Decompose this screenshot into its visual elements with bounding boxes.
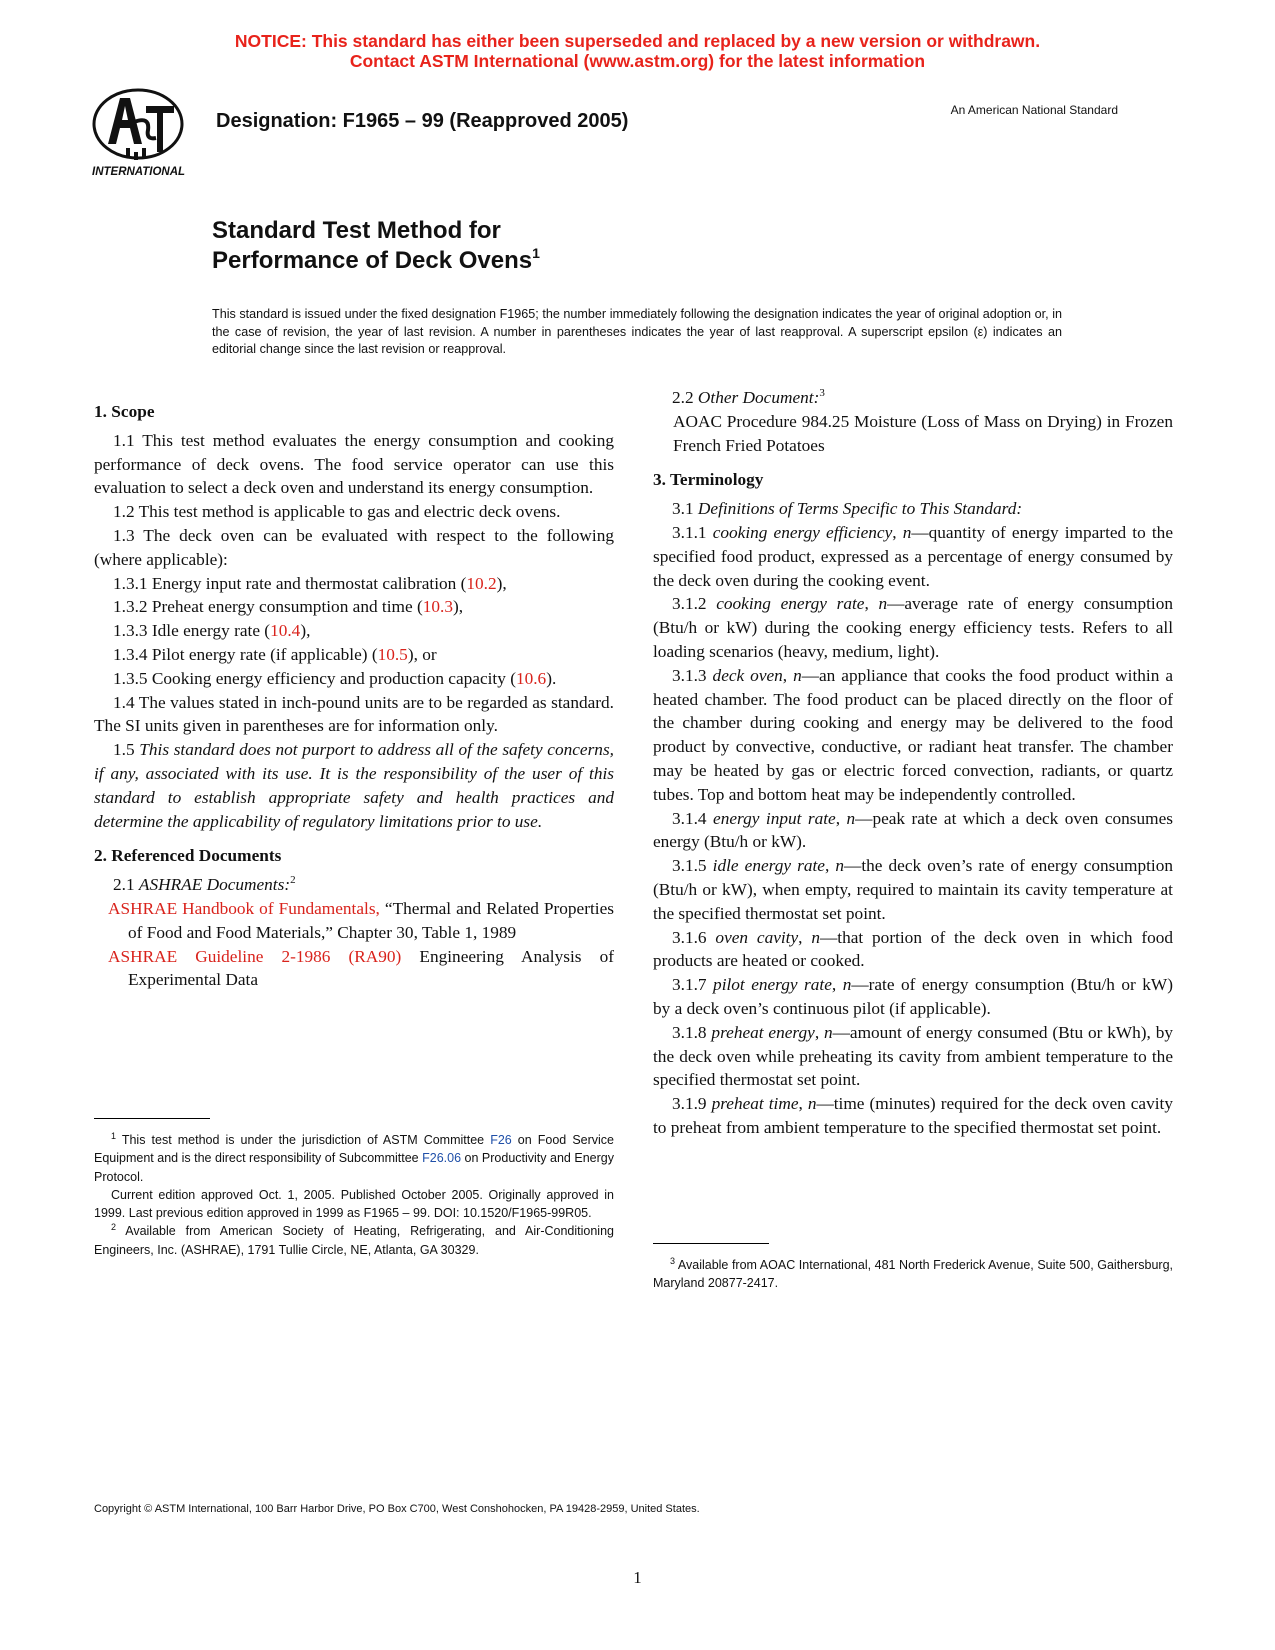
document-title xyxy=(212,216,540,276)
terminology-heading: 3. Terminology xyxy=(653,470,764,490)
issued-note: This standard is issued under the fixed designation F1965; the number immediately following the designation indicates the year of original adoption or, in the case of revision, the year of last revision. A number in parentheses indicates the year of last reapproval. A superscript epsilon (ε) indicates an editorial change since the last revision or reapproval. xyxy=(212,307,1062,356)
right-column xyxy=(653,387,1174,1140)
left-column xyxy=(94,400,614,992)
link-10-2[interactable]: 10.2 xyxy=(466,573,497,593)
definition-item: 3.1.9 preheat time, n—time (minutes) required for the deck oven cavity to preheat from ambient temperature to the specified thermostat set point. xyxy=(653,1094,1173,1137)
definition-term: preheat energy xyxy=(711,1022,815,1042)
para-1-1: 1.1 This test method evaluates the energy consumption and cooking performance of deck ovens. The food service operator can use this evaluation to select a deck oven and understand its energy consumption. xyxy=(94,430,614,498)
scope-heading: 1. Scope xyxy=(94,402,155,421)
page-number: 1 xyxy=(633,1568,642,1587)
para-1-5: 1.5 This standard does not purport to address all of the safety concerns, if any, associated with its use. It is the responsibility of the user of this standard to establish appropriate safety and health practices and determine the applicability of regulatory limitations prior to use. xyxy=(94,740,614,831)
link-f26-06[interactable]: F26.06 xyxy=(422,1151,462,1166)
link-ashrae-handbook[interactable]: ASHRAE Handbook of Fundamentals, xyxy=(108,898,380,918)
national-standard-label: An American National Standard xyxy=(950,103,1118,117)
definition-item: 3.1.3 deck oven, n—an appliance that cooks the food product within a heated chamber. The food product can be placed directly on the floor of the chamber during cooking and energy may be delivered to the food product by convective, conductive, or radiant heat transfer. The chamber may be heated by gas or electric forced convection, radiants, or quartz tubes. Top and bottom heat may be independently controlled. xyxy=(653,665,1173,804)
link-10-5[interactable]: 10.5 xyxy=(377,644,408,664)
link-10-4[interactable]: 10.4 xyxy=(270,621,301,641)
definition-term: idle energy rate xyxy=(712,856,825,876)
reference-ashrae-guideline: ASHRAE Guideline 2-1986 (RA90) Engineering Analysis of Experimental Data xyxy=(108,946,614,990)
para-1-3-4: 1.3.4 Pilot energy rate (if applicable) (10.5), or xyxy=(113,644,437,664)
title-line-2 xyxy=(212,246,540,276)
definition-term: energy input rate xyxy=(713,808,836,828)
para-3-1: 3.1 Definitions of Terms Specific to This Standard: xyxy=(672,499,1023,519)
definition-term: oven cavity xyxy=(715,927,799,947)
withdrawal-notice xyxy=(0,31,1275,71)
reference-ashrae-handbook: ASHRAE Handbook of Fundamentals, “Thermal and Related Properties of Food and Food Materials,” Chapter 30, Table 1, 1989 xyxy=(108,898,614,942)
link-10-6[interactable]: 10.6 xyxy=(515,668,547,688)
definition-term: cooking energy efficiency xyxy=(712,522,893,542)
link-ashrae-guideline[interactable]: ASHRAE Guideline 2-1986 (RA90) xyxy=(108,946,402,966)
para-1-3-1: 1.3.1 Energy input rate and thermostat calibration (10.2), xyxy=(113,573,507,593)
footnote-rule-right xyxy=(653,1243,769,1244)
definition-item: 3.1.1 cooking energy efficiency, n—quantity of energy imparted to the specified food product, expressed as a percentage of energy consumed by the deck oven during the cooking event. xyxy=(653,522,1173,590)
definitions-list xyxy=(653,521,1173,1140)
para-1-2: 1.2 This test method is applicable to gas and electric deck ovens. xyxy=(113,502,561,522)
title-text: Performance of Deck Ovens xyxy=(212,247,533,274)
para-1-3: 1.3 The deck oven can be evaluated with respect to the following (where applicable): xyxy=(94,525,614,569)
title-line-1: Standard Test Method for xyxy=(212,217,501,244)
definition-term: cooking energy rate xyxy=(716,594,865,614)
definition-item: 3.1.2 cooking energy rate, n—average rate of energy consumption (Btu/h or kW) during the cooking energy efficiency tests. Refers to all loading scenarios (heavy, medium, light). xyxy=(653,594,1174,661)
title-footnote-mark: 1 xyxy=(532,245,540,261)
astm-emblem-icon xyxy=(90,86,198,182)
reference-aoac: AOAC Procedure 984.25 Moisture (Loss of Mass on Drying) in Frozen French Fried Potatoes xyxy=(673,411,1173,455)
link-f26[interactable]: F26 xyxy=(490,1133,512,1147)
definition-item: 3.1.6 oven cavity, n—that portion of the deck oven in which food products are heated or cooked. xyxy=(653,927,1174,971)
footnotes-right xyxy=(653,1256,1173,1293)
footnote-rule-left xyxy=(94,1118,210,1119)
definition-term: deck oven xyxy=(712,665,783,685)
logo-wordmark: INTERNATIONAL xyxy=(92,166,186,178)
referenced-documents-heading: 2. Referenced Documents xyxy=(94,846,282,866)
notice-line-2: Contact ASTM International (www.astm.org) for the latest information xyxy=(349,51,926,71)
astm-logo xyxy=(90,86,198,182)
para-1-3-5: 1.3.5 Cooking energy efficiency and production capacity (10.6). xyxy=(113,668,557,688)
footnotes-left xyxy=(94,1131,614,1259)
copyright: Copyright © ASTM International, 100 Barr Harbor Drive, PO Box C700, West Conshohocken, PA 19428-2959, United States. xyxy=(94,1503,700,1515)
footnote-1-edition: Current edition approved Oct. 1, 2005. Published October 2005. Originally approved in 1999. Last previous edition approved in 1999 as F1965 – 99. DOI: 10.1520/F1965-99R05. xyxy=(94,1187,614,1221)
para-1-4: 1.4 The values stated in inch-pound units are to be regarded as standard. The SI units given in parentheses are for information only. xyxy=(94,692,614,736)
footnote-3: $^3$ Available from AOAC International, 481 North Frederick Avenue, Suite 500, Gaithersburg, Maryland 20877-2417. xyxy=(653,1256,1173,1291)
definition-item: 3.1.7 pilot energy rate, n—rate of energy consumption (Btu/h or kW) by a deck oven’s continuous pilot (if applicable). xyxy=(653,975,1173,1018)
para-1-3-2: 1.3.2 Preheat energy consumption and time (10.3), xyxy=(113,597,464,617)
notice-line-1: NOTICE: This standard has either been superseded and replaced by a new version or withdrawn. xyxy=(234,31,1041,51)
footnote-1: $^1$ This test method is under the jurisdiction of ASTM Committee F26 on Food Service Equipment and is the direct responsibility of Subcommittee F26.06 on Productivity and Energy Protocol. xyxy=(94,1131,614,1184)
para-2-2: 2.2 Other Document:$^3$ xyxy=(672,387,825,407)
definition-item: 3.1.5 idle energy rate, n—the deck oven’s rate of energy consumption (Btu/h or kW), when empty, required to maintain its cavity temperature at the specified thermostat set point. xyxy=(653,856,1173,923)
link-10-3[interactable]: 10.3 xyxy=(422,597,453,617)
footnote-2: $^2$ Available from American Society of Heating, Refrigerating, and Air-Conditioning Engineers, Inc. (ASHRAE), 1791 Tullie Circle, NE, Atlanta, GA 30329. xyxy=(94,1222,614,1257)
definition-item: 3.1.8 preheat energy, n—amount of energy consumed (Btu or kWh), by the deck oven while preheating its cavity from ambient temperature to the specified thermostat set point. xyxy=(653,1022,1173,1090)
definition-item: 3.1.4 energy input rate, n—peak rate at which a deck oven consumes energy (Btu/h or kW). xyxy=(653,808,1174,852)
para-2-1: 2.1 ASHRAE Documents:$^2$ xyxy=(113,874,296,895)
para-1-3-3: 1.3.3 Idle energy rate (10.4), xyxy=(113,621,311,641)
designation: Designation: F1965 – 99 (Reapproved 2005) xyxy=(216,110,629,132)
definition-term: preheat time xyxy=(711,1094,799,1114)
definition-term: pilot energy rate xyxy=(713,975,832,995)
